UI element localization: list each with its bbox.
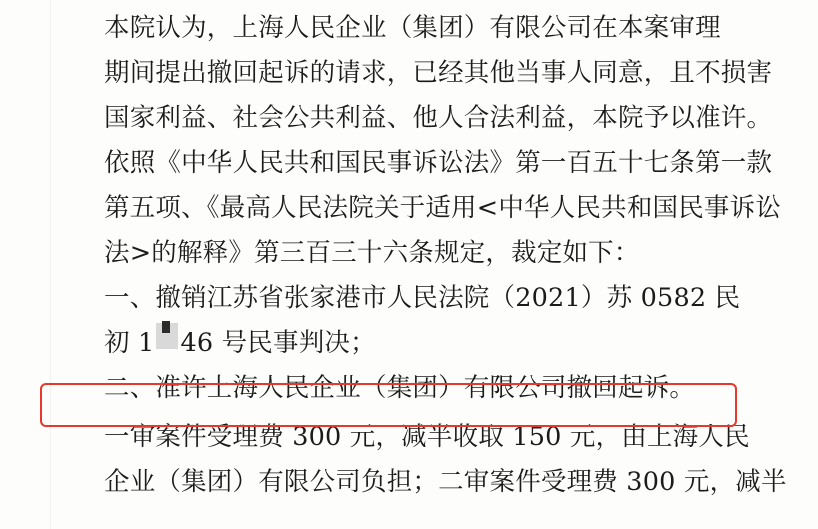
text-line: 一、撤销江苏省张家港市人民法院（2021）苏 0582 民: [104, 283, 741, 313]
paragraph-item-one: [52, 276, 796, 366]
paragraph-reasoning: [52, 6, 796, 276]
text-line: 一审案件受理费 300 元，减半收取 150 元，由上海人民: [104, 422, 750, 452]
text-line: 期间提出撤回起诉的请求，已经其他当事人同意，且不损害: [104, 58, 773, 88]
paragraph-fees: [52, 415, 796, 505]
page-left-margin: [0, 0, 51, 529]
redaction-mark: [154, 321, 180, 366]
text-line: 第五项、《最高人民法院关于适用<中华人民共和国民事诉讼: [104, 193, 782, 223]
document-body: [52, 6, 796, 505]
text-line: 国家利益、社会公共利益、他人合法利益，本院予以准许。: [104, 103, 773, 133]
text-line-with-redaction: 初 1 46 号民事判决；: [52, 321, 796, 366]
text-line: 二、准许上海人民企业（集团）有限公司撤回起诉。: [104, 373, 696, 403]
text-line: 依照《中华人民共和国民事诉讼法》第一百五十七条第一款: [104, 148, 773, 178]
text-line: 本院认为，上海人民企业（集团）有限公司在本案审理: [104, 13, 721, 43]
paragraph-item-two-highlighted: [52, 366, 796, 411]
text-line: 法>的解释》第三百三十六条规定，裁定如下：: [104, 238, 640, 268]
text-line: 企业（集团）有限公司负担；二审案件受理费 300 元，减半: [104, 467, 787, 497]
